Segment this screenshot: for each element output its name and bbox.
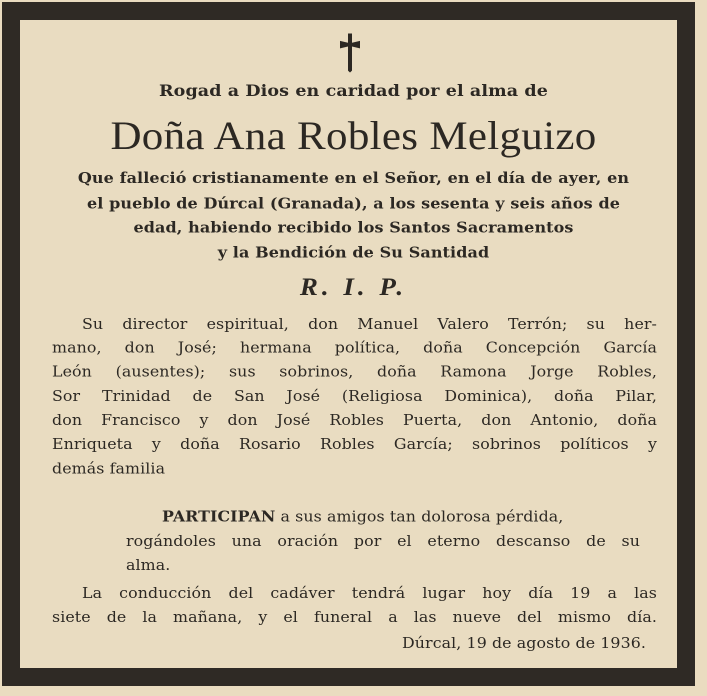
conduction-line: siete de la mañana, y el funeral a las nueve del mismo día. [52,608,657,626]
intro-line: Que falleció cristianamente en el Señor, en el día de ayer, en [77,169,630,187]
rip-heading: R. I. P. [299,272,408,301]
deceased-name: Doña Ana Robles Melguizo [110,114,597,159]
family-line: mano, don José; hermana política, doña Concepción García [52,338,657,357]
intro-line: y la Bendición de Su Santidad [217,243,490,262]
intro-line: el pueblo de Dúrcal (Granada), a los sesenta y seis años de [86,194,621,213]
participan-rest: a sus amigos tan dolorosa pérdida, [275,507,564,526]
participan-line: rogándoles una oración por el eterno descanso de su [126,531,640,550]
conduction-line: La conducción del cadáver tendrá lugar hoy día 19 a las [82,584,657,602]
intro-line: edad, habiendo recibido los Santos Sacramentos [133,218,574,237]
prayer-line: Rogad a Dios en caridad por el alma de [159,81,548,101]
participan-line: alma. [126,556,171,574]
family-line: Enriqueta y doña Rosario Robles García; sobrinos políticos y [52,435,657,453]
place-date-signature: Dúrcal, 19 de agosto de 1936. [402,634,646,652]
family-line: Su director espiritual, don Manuel Valero Terrón; su her- [82,315,657,333]
participan-line [162,508,640,526]
participan-word: PARTICIPAN [162,507,276,526]
family-line: demás familia [52,459,166,478]
family-line: León (ausentes); sus sobrinos, doña Ramona Jorge Robles, [52,362,657,381]
family-line: Sor Trinidad de San José (Religiosa Dominica), doña Pilar, [52,386,657,405]
family-line: don Francisco y don José Robles Puerta, don Antonio, doña [52,411,657,429]
latin-cross-icon [338,33,362,72]
